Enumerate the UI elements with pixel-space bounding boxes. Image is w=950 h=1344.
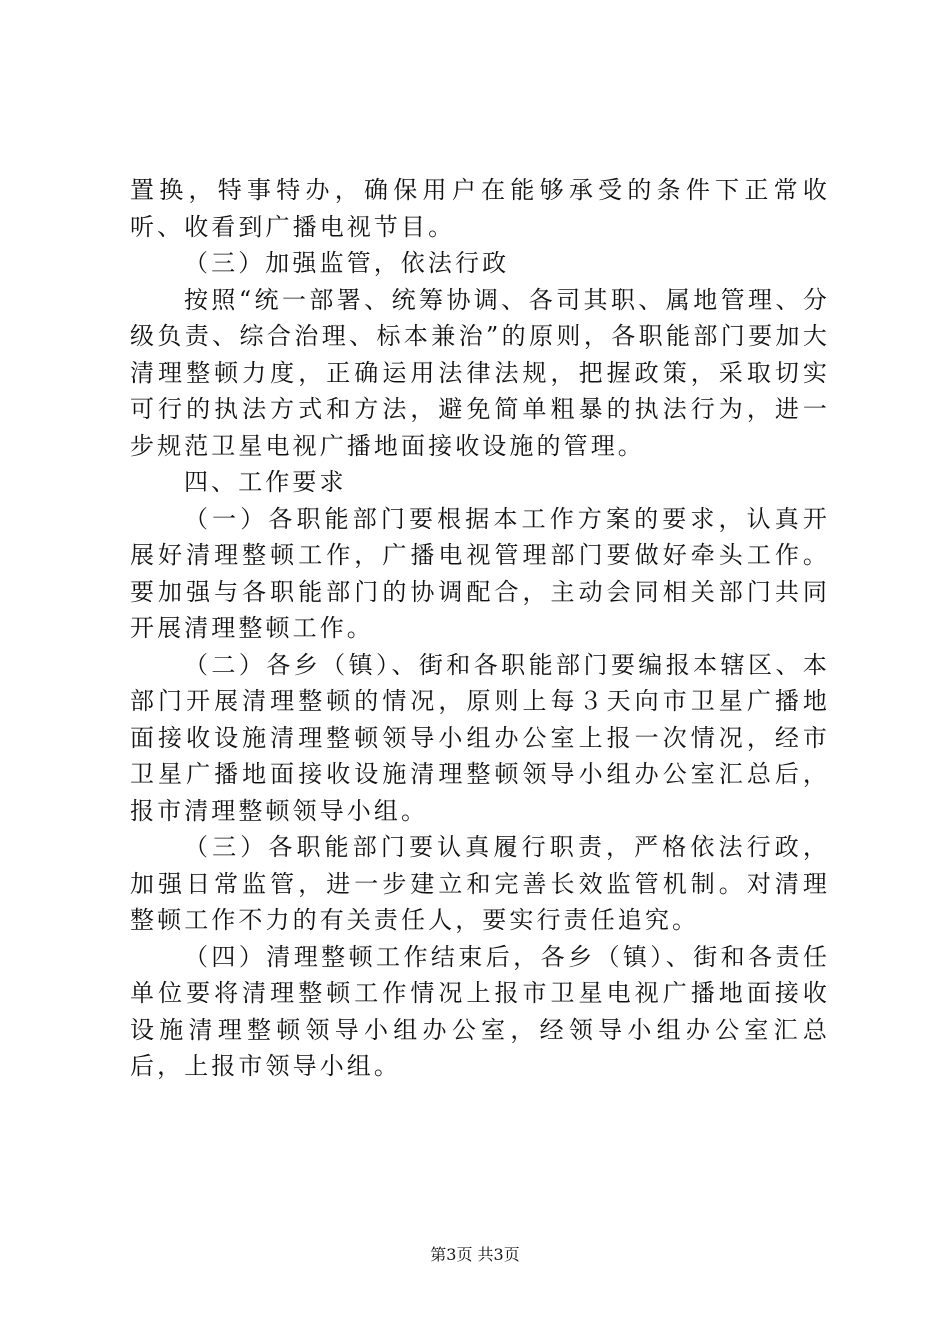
requirement-item-four: （四）清理整顿工作结束后，各乡（镇）、街和各责任单位要将清理整顿工作情况上报市卫星电视广播地面接收设施清理整顿领导小组办公室，经领导小组办公室汇总后，上报市领导小组。 bbox=[130, 942, 830, 1080]
requirement-item-two: （二）各乡（镇）、街和各职能部门要编报本辖区、本部门开展清理整顿的情况，原则上每３天向市卫星广播地面接收设施清理整顿领导小组办公室上报一次情况，经市卫星广播地面接收设施清理整顿领导小组办公室汇总后，报市清理整顿领导小组。 bbox=[130, 650, 830, 825]
paragraph-continuation: 置换，特事特办，确保用户在能够承受的条件下正常收听、收看到广播电视节目。 bbox=[130, 176, 830, 241]
requirement-item-one: （一）各职能部门要根据本工作方案的要求，认真开展好清理整顿工作，广播电视管理部门要做好牵头工作。要加强与各职能部门的协调配合，主动会同相关部门共同开展清理整顿工作。 bbox=[130, 504, 830, 642]
section-heading-work-requirements: 四、工作要求 bbox=[184, 468, 347, 496]
page-footer: 第3页 共3页 bbox=[430, 1245, 520, 1264]
requirement-item-three: （三）各职能部门要认真履行职责，严格依法行政，加强日常监管，进一步建立和完善长效监管机制。对清理整顿工作不力的有关责任人，要实行责任追究。 bbox=[130, 833, 830, 934]
paragraph-principles: 按照“统一部署、统筹协调、各司其职、属地管理、分级负责、综合治理、标本兼治”的原则，各职能部门要加大清理整顿力度，正确运用法律法规，把握政策，采取切实可行的执法方式和方法，避免简单粗暴的执法行为，进一步规范卫星电视广播地面接收设施的管理。 bbox=[130, 285, 830, 460]
section-heading-three: （三）加强监管，依法行政 bbox=[184, 249, 510, 277]
document-body bbox=[130, 172, 830, 1085]
